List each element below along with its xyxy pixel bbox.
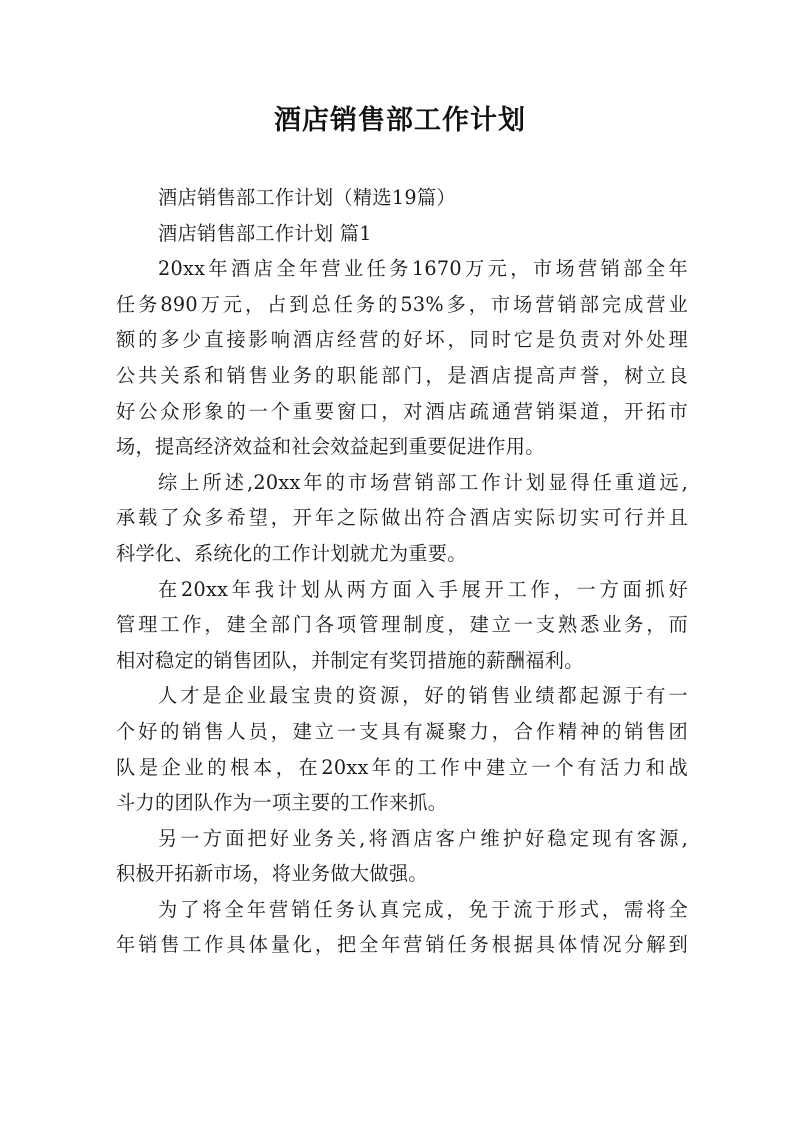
paragraph-line: 积极开拓新市场，将业务做大做强。 — [116, 862, 428, 886]
paragraph-line: 管理工作，建全部门各项管理制度，建立一支熟悉业务，而 — [116, 613, 688, 637]
document-body — [116, 180, 688, 963]
paragraph — [116, 821, 688, 892]
paragraph — [116, 892, 688, 963]
paragraph-line: 另一方面把好业务关,将酒店客户维护好稳定现有客源, — [158, 826, 688, 850]
paragraph — [116, 465, 688, 572]
paragraph-line: 好公众形象的一个重要窗口，对酒店疏通营销渠道，开拓市 — [116, 399, 688, 423]
paragraph-line: 斗力的团队作为一项主要的工作来抓。 — [116, 791, 448, 815]
subtitle: 酒店销售部工作计划（精选19篇） — [158, 186, 456, 209]
paragraph-line: 在20xx年我计划从两方面入手展开工作，一方面抓好 — [158, 577, 688, 601]
paragraph-line: 年销售工作具体量化，把全年营销任务根据具体情况分解到 — [116, 933, 688, 957]
paragraph-line: 人才是企业最宝贵的资源，好的销售业绩都起源于有一 — [158, 684, 688, 708]
paragraph-line: 额的多少直接影响酒店经营的好坏，同时它是负责对外处理 — [116, 328, 688, 352]
paragraph — [116, 678, 688, 820]
paragraph-line: 相对稳定的销售团队，并制定有奖罚措施的薪酬福利。 — [116, 648, 584, 672]
paragraph-line: 个好的销售人员，建立一支具有凝聚力，合作精神的销售团 — [116, 719, 688, 743]
paragraph-line: 公共关系和销售业务的职能部门，是酒店提高声誉，树立良 — [116, 363, 688, 387]
paragraph — [116, 251, 688, 465]
paragraph-line: 队是企业的根本，在20xx年的工作中建立一个有活力和战 — [116, 755, 688, 779]
paragraph-line: 综上所述,20xx年的市场营销部工作计划显得任重道远, — [158, 470, 688, 494]
paragraph-line: 20xx年酒店全年营业任务1670万元，市场营销部全年 — [158, 257, 688, 281]
section-heading: 酒店销售部工作计划 篇1 — [158, 221, 372, 245]
paragraph-line: 任务890万元，占到总任务的53%多，市场营销部完成营业 — [116, 292, 688, 316]
document-title: 酒店销售部工作计划 — [274, 105, 526, 136]
paragraph-line: 为了将全年营销任务认真完成，免于流于形式，需将全 — [158, 897, 688, 921]
paragraph-line: 场，提高经济效益和社会效益起到重要促进作用。 — [116, 435, 545, 459]
paragraph — [116, 572, 688, 679]
paragraph-line: 承载了众多希望，开年之际做出符合酒店实际切实可行并且 — [116, 506, 688, 530]
paragraph-line: 科学化、系统化的工作计划就尤为重要。 — [116, 541, 467, 565]
